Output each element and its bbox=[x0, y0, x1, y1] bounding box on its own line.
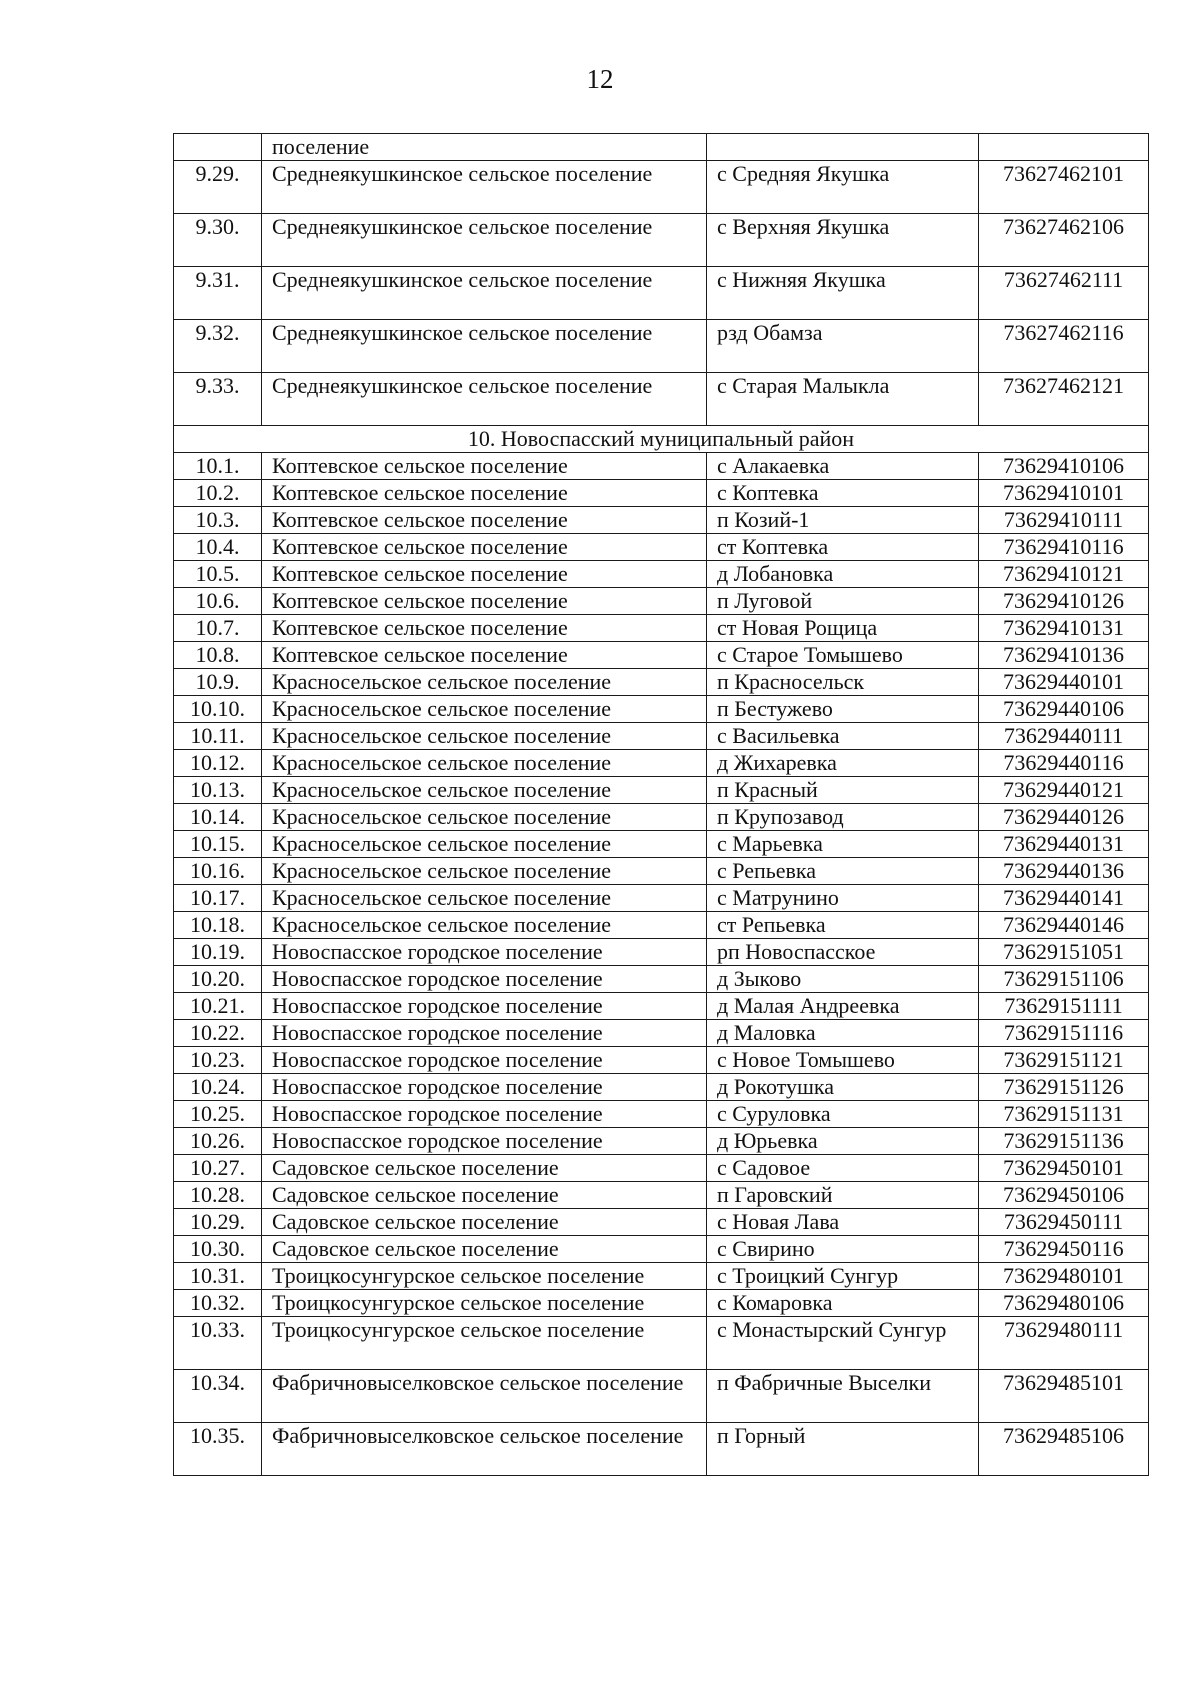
settlement-cell: Среднеякушкинское сельское поселение bbox=[262, 267, 707, 320]
locality-cell: п Гаровский bbox=[707, 1182, 979, 1209]
row-number-cell: 10.27. bbox=[174, 1155, 262, 1182]
row-number-cell: 10.29. bbox=[174, 1209, 262, 1236]
locality-cell: с Алакаевка bbox=[707, 453, 979, 480]
row-number-cell: 9.32. bbox=[174, 320, 262, 373]
locality-cell: п Фабричные Выселки bbox=[707, 1370, 979, 1423]
row-number-cell: 10.31. bbox=[174, 1263, 262, 1290]
oktmo-code-cell: 73629440146 bbox=[979, 912, 1149, 939]
locality-cell: с Репьевка bbox=[707, 858, 979, 885]
table-row bbox=[174, 1290, 1149, 1317]
table-row bbox=[174, 696, 1149, 723]
locality-cell: с Комаровка bbox=[707, 1290, 979, 1317]
oktmo-code-cell: 73627462106 bbox=[979, 214, 1149, 267]
row-number-cell: 10.16. bbox=[174, 858, 262, 885]
settlement-cell: Красносельское сельское поселение bbox=[262, 804, 707, 831]
settlement-cell: Троицкосунгурское сельское поселение bbox=[262, 1263, 707, 1290]
locality-cell: с Садовое bbox=[707, 1155, 979, 1182]
row-number-cell: 10.21. bbox=[174, 993, 262, 1020]
table-row bbox=[174, 1423, 1149, 1476]
settlement-cell: Садовское сельское поселение bbox=[262, 1209, 707, 1236]
oktmo-code-cell: 73629440121 bbox=[979, 777, 1149, 804]
table-row bbox=[174, 1101, 1149, 1128]
oktmo-code-cell: 73629151126 bbox=[979, 1074, 1149, 1101]
locality-cell: ст Репьевка bbox=[707, 912, 979, 939]
table-row bbox=[174, 1317, 1149, 1370]
oktmo-code-cell: 73627462116 bbox=[979, 320, 1149, 373]
oktmo-code-cell: 73629151116 bbox=[979, 1020, 1149, 1047]
table-row bbox=[174, 1209, 1149, 1236]
row-number-cell: 10.12. bbox=[174, 750, 262, 777]
table-row bbox=[174, 161, 1149, 214]
table-row bbox=[174, 1128, 1149, 1155]
table-row bbox=[174, 1182, 1149, 1209]
row-number-cell: 10.20. bbox=[174, 966, 262, 993]
row-number-cell: 10.5. bbox=[174, 561, 262, 588]
row-number-cell: 10.30. bbox=[174, 1236, 262, 1263]
settlement-cell: Коптевское сельское поселение bbox=[262, 642, 707, 669]
row-number-cell: 10.2. bbox=[174, 480, 262, 507]
oktmo-code-cell: 73629410106 bbox=[979, 453, 1149, 480]
row-number-cell: 10.17. bbox=[174, 885, 262, 912]
table-row bbox=[174, 534, 1149, 561]
oktmo-code-cell: 73629440136 bbox=[979, 858, 1149, 885]
settlement-cell: Новоспасское городское поселение bbox=[262, 939, 707, 966]
table-row bbox=[174, 480, 1149, 507]
table-row bbox=[174, 912, 1149, 939]
row-number-cell: 10.4. bbox=[174, 534, 262, 561]
oktmo-code-cell: 73629151136 bbox=[979, 1128, 1149, 1155]
row-number-cell: 10.15. bbox=[174, 831, 262, 858]
oktmo-code-cell: 73627462111 bbox=[979, 267, 1149, 320]
settlement-cell: Коптевское сельское поселение bbox=[262, 453, 707, 480]
row-number-cell: 10.26. bbox=[174, 1128, 262, 1155]
row-number-cell: 10.7. bbox=[174, 615, 262, 642]
locality-cell: с Средняя Якушка bbox=[707, 161, 979, 214]
locality-cell: рзд Обамза bbox=[707, 320, 979, 373]
table-body bbox=[174, 134, 1149, 1476]
table-row bbox=[174, 723, 1149, 750]
row-number-cell: 10.32. bbox=[174, 1290, 262, 1317]
settlement-cell: Садовское сельское поселение bbox=[262, 1182, 707, 1209]
locality-cell: с Суруловка bbox=[707, 1101, 979, 1128]
section-title: 10. Новоспасский муниципальный район bbox=[174, 426, 1149, 453]
table-row bbox=[174, 858, 1149, 885]
oktmo-code-cell: 73629410111 bbox=[979, 507, 1149, 534]
table-row bbox=[174, 134, 1149, 161]
table-row bbox=[174, 320, 1149, 373]
row-number-cell: 10.14. bbox=[174, 804, 262, 831]
oktmo-code-cell: 73629410126 bbox=[979, 588, 1149, 615]
table-row bbox=[174, 804, 1149, 831]
locality-cell: с Монастырский Сунгур bbox=[707, 1317, 979, 1370]
locality-cell: п Луговой bbox=[707, 588, 979, 615]
table-row bbox=[174, 1155, 1149, 1182]
row-number-cell: 10.9. bbox=[174, 669, 262, 696]
locality-cell: д Рокотушка bbox=[707, 1074, 979, 1101]
settlement-cell: Коптевское сельское поселение bbox=[262, 480, 707, 507]
row-number-cell bbox=[174, 134, 262, 161]
locality-cell: с Матрунино bbox=[707, 885, 979, 912]
oktmo-code-cell: 73629410131 bbox=[979, 615, 1149, 642]
locality-cell: с Васильевка bbox=[707, 723, 979, 750]
oktmo-code-cell: 73629450116 bbox=[979, 1236, 1149, 1263]
settlement-cell: Коптевское сельское поселение bbox=[262, 615, 707, 642]
settlement-cell: Среднеякушкинское сельское поселение bbox=[262, 320, 707, 373]
table-row bbox=[174, 939, 1149, 966]
oktmo-code-cell: 73629440111 bbox=[979, 723, 1149, 750]
table-row bbox=[174, 966, 1149, 993]
settlement-cell: Новоспасское городское поселение bbox=[262, 1047, 707, 1074]
table-row bbox=[174, 885, 1149, 912]
row-number-cell: 10.19. bbox=[174, 939, 262, 966]
oktmo-code-cell: 73629151111 bbox=[979, 993, 1149, 1020]
table-row bbox=[174, 561, 1149, 588]
settlement-cell: Красносельское сельское поселение bbox=[262, 750, 707, 777]
settlement-cell: Коптевское сельское поселение bbox=[262, 507, 707, 534]
row-number-cell: 10.1. bbox=[174, 453, 262, 480]
settlement-cell: Среднеякушкинское сельское поселение bbox=[262, 373, 707, 426]
row-number-cell: 10.8. bbox=[174, 642, 262, 669]
locality-cell: с Марьевка bbox=[707, 831, 979, 858]
table-row bbox=[174, 507, 1149, 534]
table-row bbox=[174, 831, 1149, 858]
settlement-cell: Новоспасское городское поселение bbox=[262, 1128, 707, 1155]
settlement-cell: Коптевское сельское поселение bbox=[262, 534, 707, 561]
row-number-cell: 9.31. bbox=[174, 267, 262, 320]
oktmo-code-cell: 73627462101 bbox=[979, 161, 1149, 214]
settlement-cell: Новоспасское городское поселение bbox=[262, 1101, 707, 1128]
oktmo-code-cell: 73629151131 bbox=[979, 1101, 1149, 1128]
locality-cell: ст Коптевка bbox=[707, 534, 979, 561]
locality-cell: с Коптевка bbox=[707, 480, 979, 507]
settlement-cell: Красносельское сельское поселение bbox=[262, 912, 707, 939]
settlement-cell: Фабричновыселковское сельское поселение bbox=[262, 1423, 707, 1476]
settlement-cell: поселение bbox=[262, 134, 707, 161]
settlement-cell: Красносельское сельское поселение bbox=[262, 885, 707, 912]
row-number-cell: 10.24. bbox=[174, 1074, 262, 1101]
oktmo-code-cell: 73627462121 bbox=[979, 373, 1149, 426]
row-number-cell: 10.28. bbox=[174, 1182, 262, 1209]
settlement-cell: Красносельское сельское поселение bbox=[262, 696, 707, 723]
locality-cell bbox=[707, 134, 979, 161]
row-number-cell: 10.35. bbox=[174, 1423, 262, 1476]
oktmo-code-cell: 73629440106 bbox=[979, 696, 1149, 723]
table-row bbox=[174, 1263, 1149, 1290]
localities-table bbox=[173, 133, 1149, 1476]
locality-cell: д Зыково bbox=[707, 966, 979, 993]
settlement-cell: Фабричновыселковское сельское поселение bbox=[262, 1370, 707, 1423]
table-row bbox=[174, 214, 1149, 267]
oktmo-code-cell: 73629410101 bbox=[979, 480, 1149, 507]
locality-cell: с Троицкий Сунгур bbox=[707, 1263, 979, 1290]
oktmo-code-cell bbox=[979, 134, 1149, 161]
settlement-cell: Красносельское сельское поселение bbox=[262, 723, 707, 750]
locality-cell: п Красный bbox=[707, 777, 979, 804]
table-row bbox=[174, 1074, 1149, 1101]
locality-cell: д Лобановка bbox=[707, 561, 979, 588]
row-number-cell: 10.6. bbox=[174, 588, 262, 615]
locality-cell: ст Новая Рощица bbox=[707, 615, 979, 642]
table-row bbox=[174, 1236, 1149, 1263]
table-row bbox=[174, 1047, 1149, 1074]
locality-cell: с Новая Лава bbox=[707, 1209, 979, 1236]
table-row bbox=[174, 642, 1149, 669]
oktmo-code-cell: 73629440116 bbox=[979, 750, 1149, 777]
oktmo-code-cell: 73629410121 bbox=[979, 561, 1149, 588]
locality-cell: п Крупозавод bbox=[707, 804, 979, 831]
row-number-cell: 9.29. bbox=[174, 161, 262, 214]
table-row bbox=[174, 453, 1149, 480]
row-number-cell: 10.10. bbox=[174, 696, 262, 723]
locality-cell: п Бестужево bbox=[707, 696, 979, 723]
locality-cell: с Нижняя Якушка bbox=[707, 267, 979, 320]
oktmo-code-cell: 73629480111 bbox=[979, 1317, 1149, 1370]
table-row bbox=[174, 777, 1149, 804]
settlement-cell: Троицкосунгурское сельское поселение bbox=[262, 1290, 707, 1317]
oktmo-code-cell: 73629151106 bbox=[979, 966, 1149, 993]
row-number-cell: 10.13. bbox=[174, 777, 262, 804]
table-row bbox=[174, 373, 1149, 426]
locality-cell: рп Новоспасское bbox=[707, 939, 979, 966]
oktmo-code-cell: 73629480101 bbox=[979, 1263, 1149, 1290]
oktmo-code-cell: 73629151121 bbox=[979, 1047, 1149, 1074]
settlement-cell: Троицкосунгурское сельское поселение bbox=[262, 1317, 707, 1370]
table-row bbox=[174, 993, 1149, 1020]
oktmo-code-cell: 73629485101 bbox=[979, 1370, 1149, 1423]
settlement-cell: Новоспасское городское поселение bbox=[262, 966, 707, 993]
row-number-cell: 9.30. bbox=[174, 214, 262, 267]
row-number-cell: 9.33. bbox=[174, 373, 262, 426]
locality-cell: с Верхняя Якушка bbox=[707, 214, 979, 267]
row-number-cell: 10.25. bbox=[174, 1101, 262, 1128]
settlement-cell: Новоспасское городское поселение bbox=[262, 993, 707, 1020]
oktmo-code-cell: 73629450101 bbox=[979, 1155, 1149, 1182]
row-number-cell: 10.33. bbox=[174, 1317, 262, 1370]
oktmo-code-cell: 73629480106 bbox=[979, 1290, 1149, 1317]
table-row bbox=[174, 267, 1149, 320]
settlement-cell: Новоспасское городское поселение bbox=[262, 1020, 707, 1047]
oktmo-code-cell: 73629450111 bbox=[979, 1209, 1149, 1236]
locality-cell: д Маловка bbox=[707, 1020, 979, 1047]
row-number-cell: 10.3. bbox=[174, 507, 262, 534]
locality-cell: д Жихаревка bbox=[707, 750, 979, 777]
settlement-cell: Красносельское сельское поселение bbox=[262, 858, 707, 885]
table-row bbox=[174, 588, 1149, 615]
oktmo-code-cell: 73629440131 bbox=[979, 831, 1149, 858]
page-number: 12 bbox=[586, 64, 614, 94]
locality-cell: д Юрьевка bbox=[707, 1128, 979, 1155]
settlement-cell: Красносельское сельское поселение bbox=[262, 777, 707, 804]
row-number-cell: 10.23. bbox=[174, 1047, 262, 1074]
oktmo-code-cell: 73629440141 bbox=[979, 885, 1149, 912]
table-row bbox=[174, 669, 1149, 696]
locality-cell: с Старое Томышево bbox=[707, 642, 979, 669]
table-row bbox=[174, 750, 1149, 777]
row-number-cell: 10.11. bbox=[174, 723, 262, 750]
locality-cell: с Новое Томышево bbox=[707, 1047, 979, 1074]
section-header-row bbox=[174, 426, 1149, 453]
oktmo-code-cell: 73629410116 bbox=[979, 534, 1149, 561]
settlement-cell: Коптевское сельское поселение bbox=[262, 588, 707, 615]
table-row bbox=[174, 1020, 1149, 1047]
locality-cell: п Горный bbox=[707, 1423, 979, 1476]
row-number-cell: 10.34. bbox=[174, 1370, 262, 1423]
oktmo-code-cell: 73629450106 bbox=[979, 1182, 1149, 1209]
oktmo-code-cell: 73629151051 bbox=[979, 939, 1149, 966]
settlement-cell: Садовское сельское поселение bbox=[262, 1155, 707, 1182]
settlement-cell: Садовское сельское поселение bbox=[262, 1236, 707, 1263]
row-number-cell: 10.18. bbox=[174, 912, 262, 939]
locality-cell: п Красносельск bbox=[707, 669, 979, 696]
table-row bbox=[174, 615, 1149, 642]
locality-cell: с Свирино bbox=[707, 1236, 979, 1263]
oktmo-code-cell: 73629440126 bbox=[979, 804, 1149, 831]
row-number-cell: 10.22. bbox=[174, 1020, 262, 1047]
settlement-cell: Новоспасское городское поселение bbox=[262, 1074, 707, 1101]
settlement-cell: Красносельское сельское поселение bbox=[262, 831, 707, 858]
table-row bbox=[174, 1370, 1149, 1423]
settlement-cell: Среднеякушкинское сельское поселение bbox=[262, 214, 707, 267]
settlement-cell: Среднеякушкинское сельское поселение bbox=[262, 161, 707, 214]
oktmo-code-cell: 73629485106 bbox=[979, 1423, 1149, 1476]
oktmo-code-cell: 73629410136 bbox=[979, 642, 1149, 669]
locality-cell: п Козий-1 bbox=[707, 507, 979, 534]
locality-cell: д Малая Андреевка bbox=[707, 993, 979, 1020]
settlement-cell: Красносельское сельское поселение bbox=[262, 669, 707, 696]
locality-cell: с Старая Малыкла bbox=[707, 373, 979, 426]
oktmo-code-cell: 73629440101 bbox=[979, 669, 1149, 696]
settlement-cell: Коптевское сельское поселение bbox=[262, 561, 707, 588]
